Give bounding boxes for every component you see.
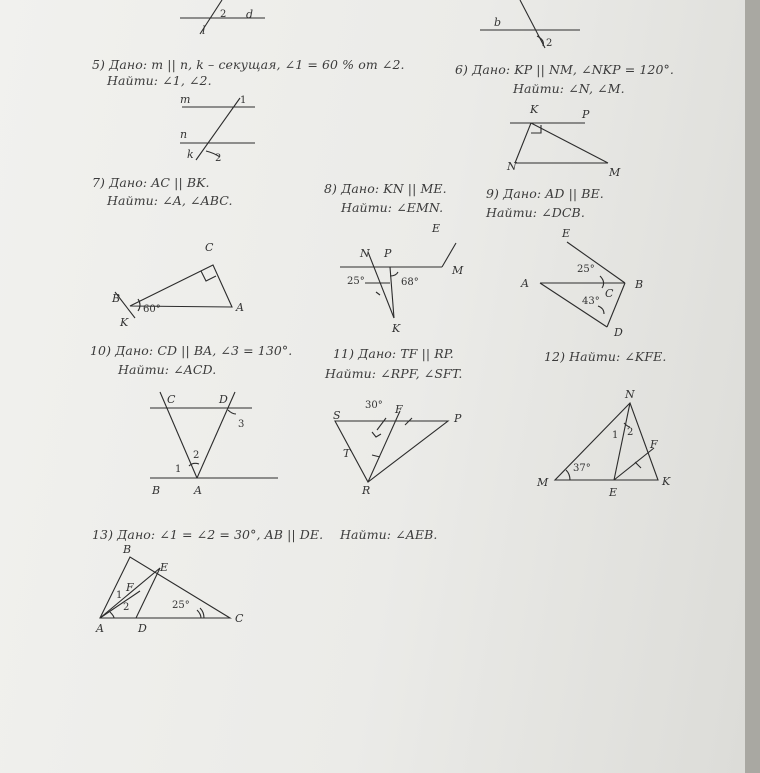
p12-label-2: 2 [627,427,634,438]
p12-find: 12) Найти: ∠KFE. [544,349,667,364]
p10-label-A: A [194,484,202,497]
p12-angle-37: 37° [573,463,591,474]
p5-label-k: k [187,148,194,161]
p11-given: 11) Дано: TF || RP. [333,346,454,361]
p10-given: 10) Дано: CD || BA, ∠3 = 130°. [90,343,293,358]
p9-angle-25: 25° [577,264,595,275]
p13-label-B: B [123,543,132,556]
p6-label-P: P [582,108,590,121]
p8-label-E: E [432,222,441,235]
p13-angle-25: 25° [172,600,190,611]
p8-label-M: M [452,264,464,277]
p13-find: Найти: ∠AEB. [340,527,438,542]
top-label-2b: 2 [546,38,553,49]
p11-label-R: R [362,484,371,497]
p12-label-M: M [537,476,549,489]
p13-label-A: A [96,622,104,635]
p9-label-C: C [605,287,614,300]
p5-find: Найти: ∠1, ∠2. [107,73,212,88]
p7-label-K: K [120,316,129,329]
top-label-l: l [202,24,206,37]
p12-label-K: K [662,475,671,488]
p10-label-B: B [152,484,161,497]
p5-label-1: 1 [240,95,247,106]
p9-label-B: B [635,278,644,291]
p8-label-K: K [392,322,401,335]
top-label-d: d [246,8,254,21]
p9-angle-43: 43° [582,296,600,307]
p9-label-A: A [521,277,529,290]
p6-label-M: M [609,166,621,179]
p13-label-C: C [235,612,244,625]
p11-label-F: F [395,403,403,416]
p10-find: Найти: ∠ACD. [118,362,217,377]
p8-label-P: P [384,247,392,260]
p9-given: 9) Дано: AD || BE. [486,186,604,201]
p9-label-D: D [614,326,623,339]
p10-label-D: D [219,393,228,406]
p8-angle-68: 68° [401,277,419,288]
p13-label-E: E [160,561,169,574]
p7-find: Найти: ∠A, ∠ABC. [107,193,233,208]
p10-label-2: 2 [193,450,200,461]
p5-label-2: 2 [215,153,222,164]
p5-label-n: n [180,128,188,141]
p6-label-K: K [530,103,539,116]
p5-given: 5) Дано: m || n, k – секущая, ∠1 = 60 % от ∠2. [92,57,405,72]
p13-label-F: F [126,581,134,594]
p7-label-A: A [236,301,244,314]
p13-label-2: 2 [123,602,130,613]
p13-label-D: D [138,622,147,635]
p11-angle-30: 30° [365,400,383,411]
p12-label-F: F [650,438,658,451]
p13-label-1: 1 [116,590,123,601]
p7-angle-60: 60° [143,304,161,315]
p11-find: Найти: ∠RPF, ∠SFT. [325,366,463,381]
p10-label-1: 1 [175,464,182,475]
p12-label-1: 1 [612,430,619,441]
p6-find: Найти: ∠N, ∠M. [513,81,625,96]
p8-find: Найти: ∠EMN. [341,200,444,215]
p7-label-C: C [205,241,214,254]
p7-given: 7) Дано: AC || BK. [92,175,210,190]
p11-label-S: S [333,409,341,422]
p6-given: 6) Дано: KP || NM, ∠NKP = 120°. [455,62,674,77]
p8-angle-25: 25° [347,276,365,287]
p6-label-N: N [507,160,517,173]
p12-label-E: E [609,486,618,499]
p12-label-N: N [625,388,635,401]
p13-given: 13) Дано: ∠1 = ∠2 = 30°, AB || DE. [92,527,324,542]
p5-label-m: m [180,93,191,106]
p10-label-C: C [167,393,176,406]
p10-label-3: 3 [238,419,245,430]
p9-label-E: E [562,227,571,240]
p7-label-B: B [112,292,121,305]
top-label-2: 2 [220,9,227,20]
p8-given: 8) Дано: KN || ME. [324,181,447,196]
p9-find: Найти: ∠DCB. [486,205,585,220]
p11-label-T: T [343,447,351,460]
p8-label-N: N [360,247,370,260]
p11-label-P: P [454,412,462,425]
top-label-b: b [494,16,502,29]
